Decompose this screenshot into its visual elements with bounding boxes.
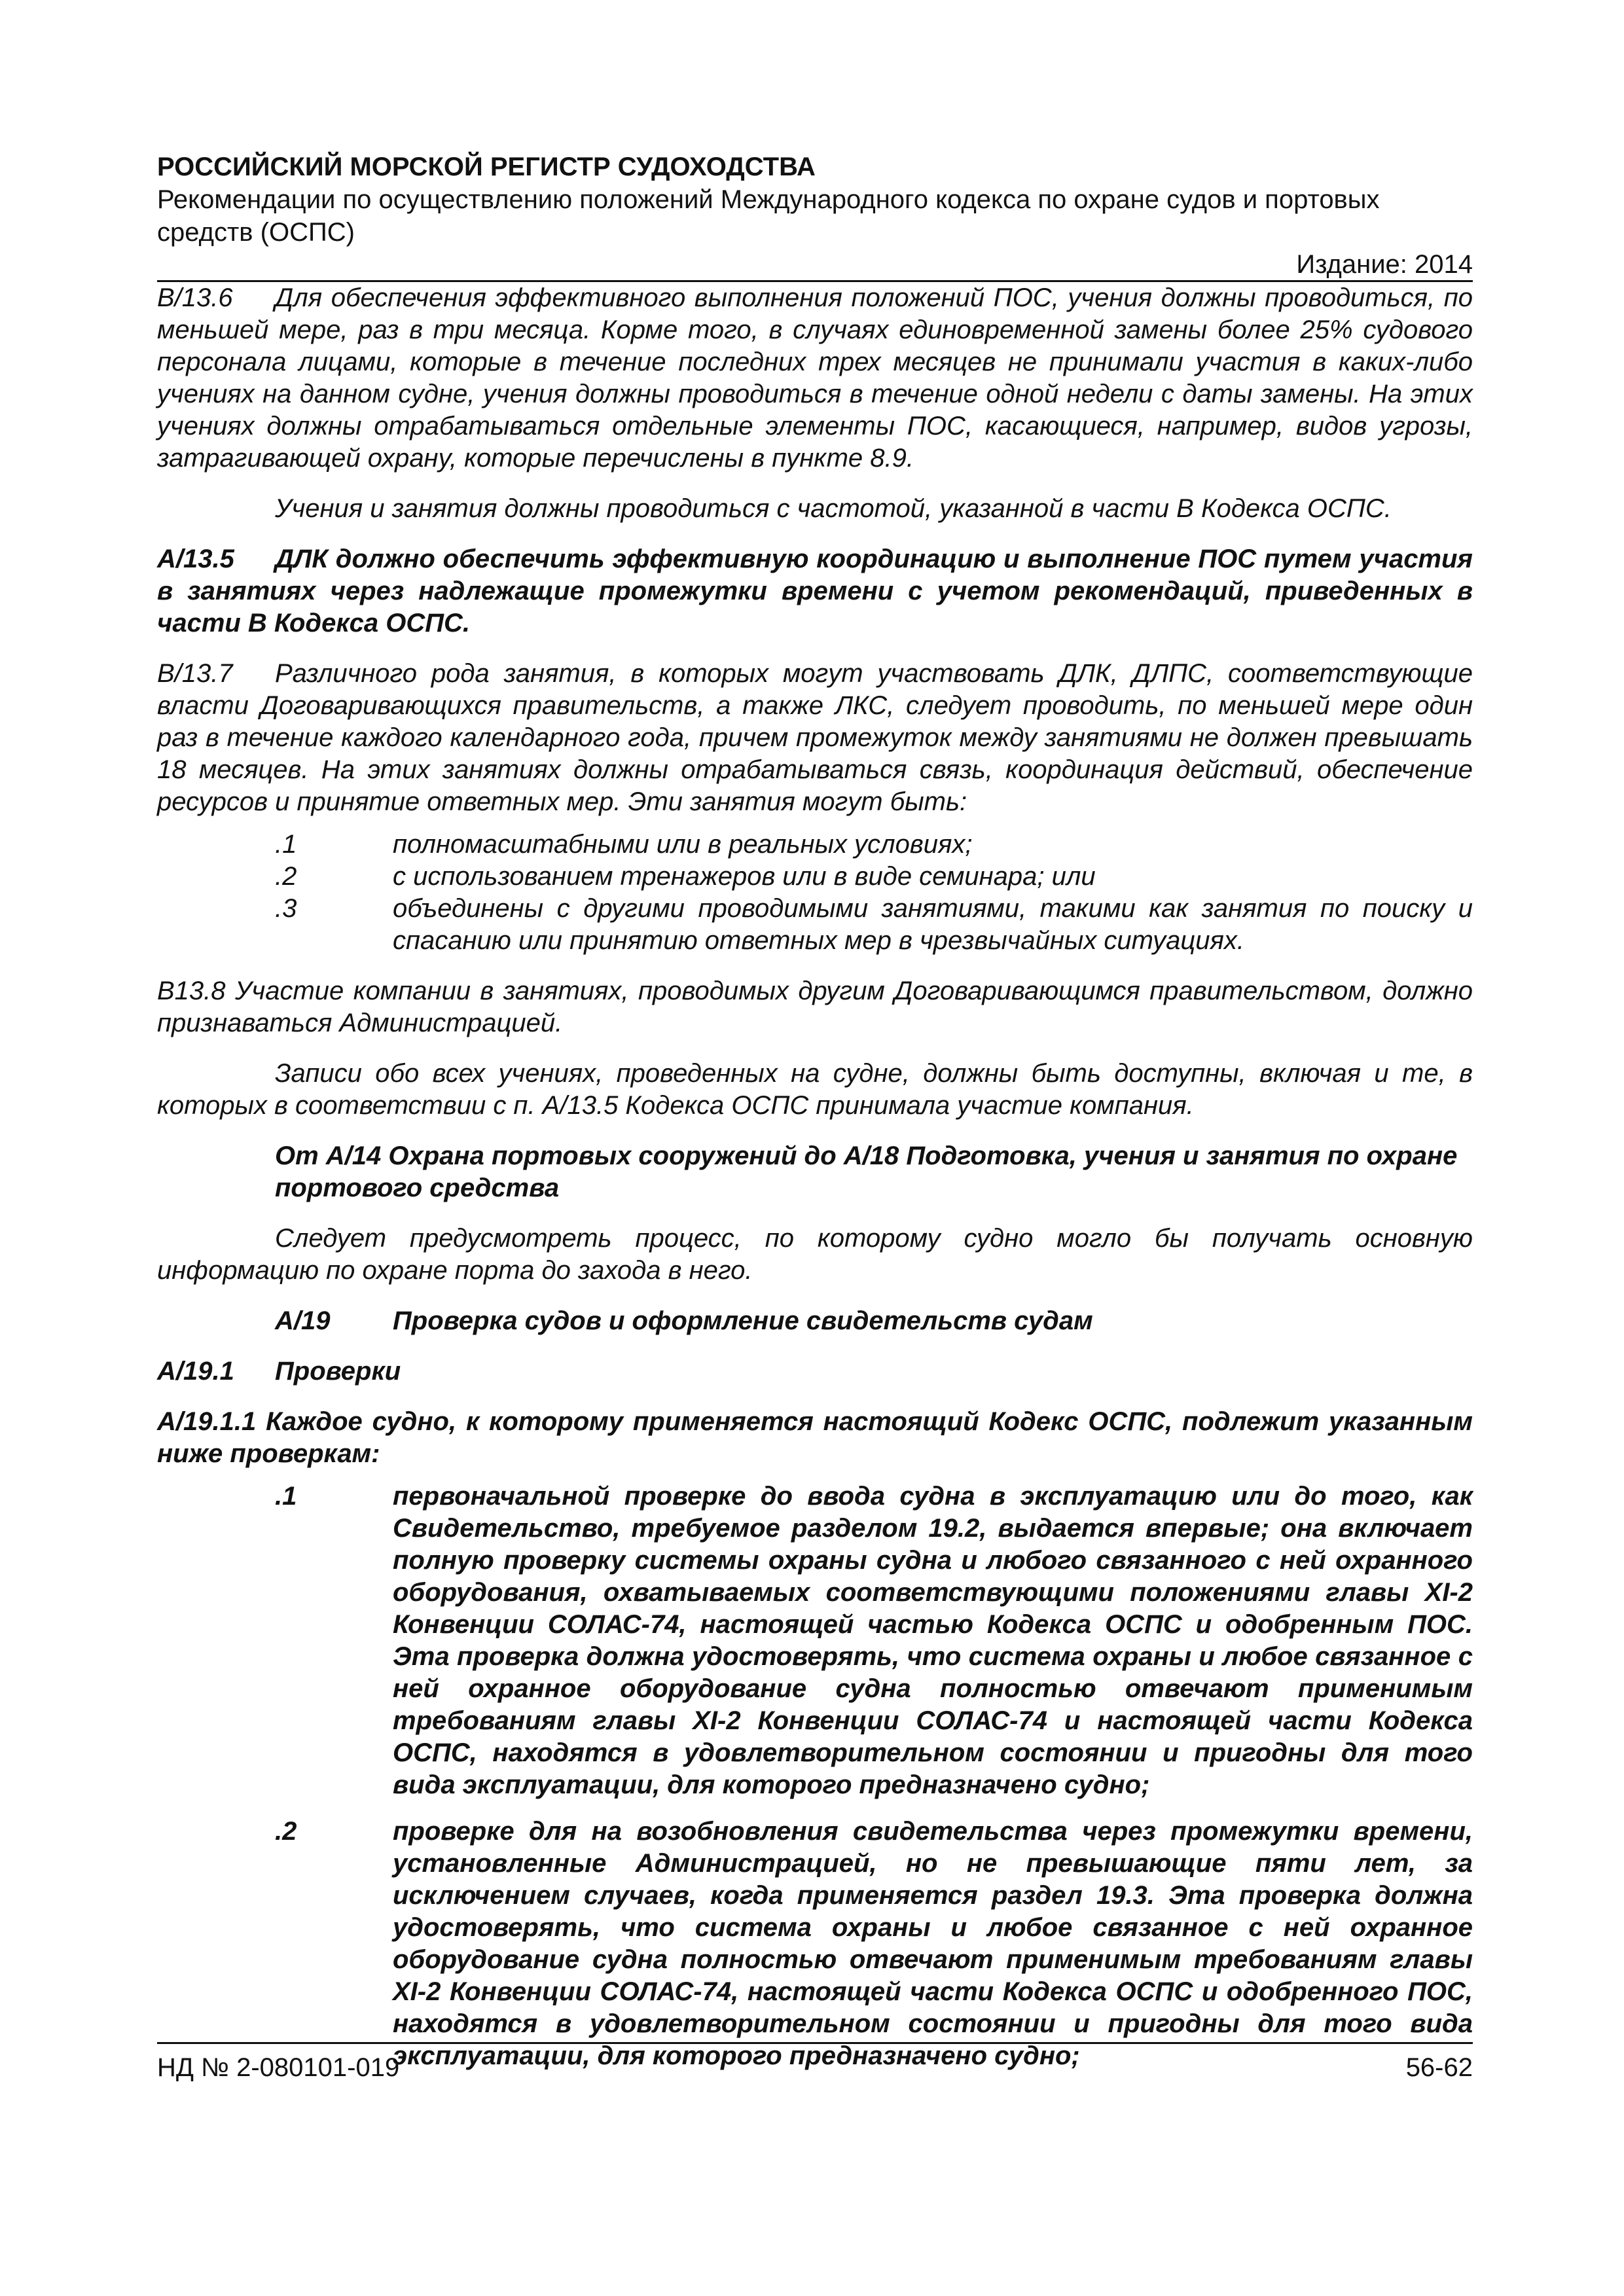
list-text: объединены с другими проводимыми занятиями, такими как занятия по поиску и спасанию или принятию ответных мер в чрезвычайных ситуациях.	[393, 894, 1473, 955]
heading-a19-1	[157, 1355, 1473, 1388]
document-body	[157, 282, 1473, 2072]
header-org: РОССИЙСКИЙ МОРСКОЙ РЕГИСТР СУДОХОДСТВА	[157, 152, 816, 181]
paragraph-b13-8	[157, 975, 1473, 1039]
list-number: .1	[275, 830, 297, 859]
paragraph-b13-7	[157, 658, 1473, 818]
list-item	[157, 1816, 1473, 2072]
list-item	[157, 1480, 1473, 1801]
paragraph-port-info: Следует предусмотреть процесс, по которому судно могло бы получать основную информацию по охране порта до захода в него.	[157, 1224, 1473, 1285]
header-subtitle: Рекомендации по осуществлению положений Международного кодекса по охране судов и портовых средств (ОСПС)	[157, 185, 1380, 247]
list-text: с использованием тренажеров или в виде семинара; или	[393, 862, 1096, 891]
paragraph-text: Каждое судно, к которому применяется настоящий Кодекс ОСПС, подлежит указанным ниже проверкам:	[157, 1407, 1473, 1468]
paragraph-text: Различного рода занятия, в которых могут участвовать ДЛК, ДЛПС, соответствующие власти Договаривающихся правительств, а также ЛКС, следует проводить, по меньшей мере один раз в течение каждого календарного года, причем промежуток между занятиями не должен превышать 18 месяцев. На этих занятиях должны отрабатываться связь, координация действий, обеспечение ресурсов и принятие ответных мер. Эти занятия могут быть:	[157, 659, 1473, 816]
footer-page-number: 56-62	[1405, 2053, 1473, 2082]
paragraph-a13-5	[157, 543, 1473, 639]
paragraph-text: ДЛК должно обеспечить эффективную координацию и выполнение ПОС путем участия в занятиях через надлежащие промежутки времени с учетом рекомендаций, приведенных в части В Кодекса ОСПС.	[157, 545, 1473, 637]
paragraph-b13-6	[157, 282, 1473, 475]
list-number: .2	[275, 1817, 297, 1846]
paragraph-number: В/13.6	[157, 283, 233, 312]
list-item	[157, 861, 1473, 893]
verification-list	[157, 1480, 1473, 2072]
paragraph-number: В13.8	[157, 977, 226, 1005]
list-number: .1	[275, 1482, 297, 1511]
list-text: первоначальной проверке до ввода судна в эксплуатацию или до того, как Свидетельство, требуемое разделом 19.2, выдается впервые; она включает полную проверку системы охраны судна и любого связанного с ней охранного оборудования, охватываемых соответствующими положениями главы XI-2 Конвенции СОЛАС-74, настоящей частью Кодекса ОСПС и одобренным ПОС. Эта проверка должна удостоверять, что система охраны и любое связанное с ней охранное оборудование судна полностью отвечают применимым требованиям главы XI-2 Конвенции СОЛАС-74 и настоящей части Кодекса ОСПС, находятся в удовлетворительном состоянии и пригодны для того вида эксплуатации, для которого предназначено судно;	[393, 1482, 1473, 1799]
heading-text: Проверка судов и оформление свидетельств судам	[393, 1306, 1093, 1335]
exercise-types-list	[157, 829, 1473, 957]
list-text: полномасштабными или в реальных условиях;	[393, 830, 973, 859]
paragraph-text: Участие компании в занятиях, проводимых другим Договаривающимся правительством, должно признаваться Администрацией.	[157, 977, 1473, 1037]
paragraph-text: Для обеспечения эффективного выполнения положений ПОС, учения должны проводиться, по меньшей мере, раз в три месяца. Корме того, в случаях единовременной замены более 25% судового персонала лицами, которые в течение последних трех месяцев не принимали участия в каких-либо учениях на данном судне, учения должны проводиться в течение одной недели с даты замены. На этих учениях должны отрабатываться отдельные элементы ПОС, касающиеся, например, видов угрозы, затрагивающей охрану, которые перечислены в пункте 8.9.	[157, 283, 1473, 473]
list-item	[157, 893, 1473, 957]
list-number: .3	[275, 894, 297, 923]
heading-a19	[275, 1305, 1473, 1337]
document-page	[157, 151, 1473, 2090]
paragraph-number: В/13.7	[157, 659, 233, 688]
paragraph-number: А/13.5	[157, 545, 234, 573]
paragraph-number: А/19.1.1	[157, 1407, 257, 1436]
heading-number: А/19.1	[157, 1357, 234, 1386]
list-number: .2	[275, 862, 297, 891]
header-edition: Издание: 2014	[1296, 250, 1473, 279]
page-footer	[157, 2042, 1473, 2083]
footer-row	[157, 2044, 1473, 2083]
heading-text: Проверки	[275, 1357, 401, 1386]
heading-number: А/19	[275, 1306, 331, 1335]
paragraph-drill-records: Записи обо всех учениях, проведенных на судне, должны быть доступны, включая и те, в которых в соответствии с п. А/13.5 Кодекса ОСПС принимала участие компания.	[157, 1059, 1473, 1120]
list-text: проверке для на возобновления свидетельства через промежутки времени, установленные Администрацией, но не превышающие пяти лет, за исключением случаев, когда применяется раздел 19.3. Эта проверка должна удостоверять, что система охраны и любое связанное с ней охранное оборудование судна полностью отвечают применимым требованиям главы XI-2 Конвенции СОЛАС-74, настоящей части Кодекса ОСПС и одобренного ПОС, находятся в удовлетворительном состоянии и пригодны для того вида эксплуатации, для которого предназначено судно;	[393, 1817, 1473, 2070]
paragraph-a19-1-1	[157, 1406, 1473, 1470]
paragraph-drills-frequency: Учения и занятия должны проводиться с частотой, указанной в части В Кодекса ОСПС.	[275, 494, 1392, 523]
list-item	[157, 829, 1473, 861]
footer-doc-number: НД № 2-080101-019	[157, 2053, 400, 2082]
section-heading-a14-a18: От А/14 Охрана портовых сооружений до А/18 Подготовка, учения и занятия по охране портового средства	[275, 1141, 1458, 1202]
